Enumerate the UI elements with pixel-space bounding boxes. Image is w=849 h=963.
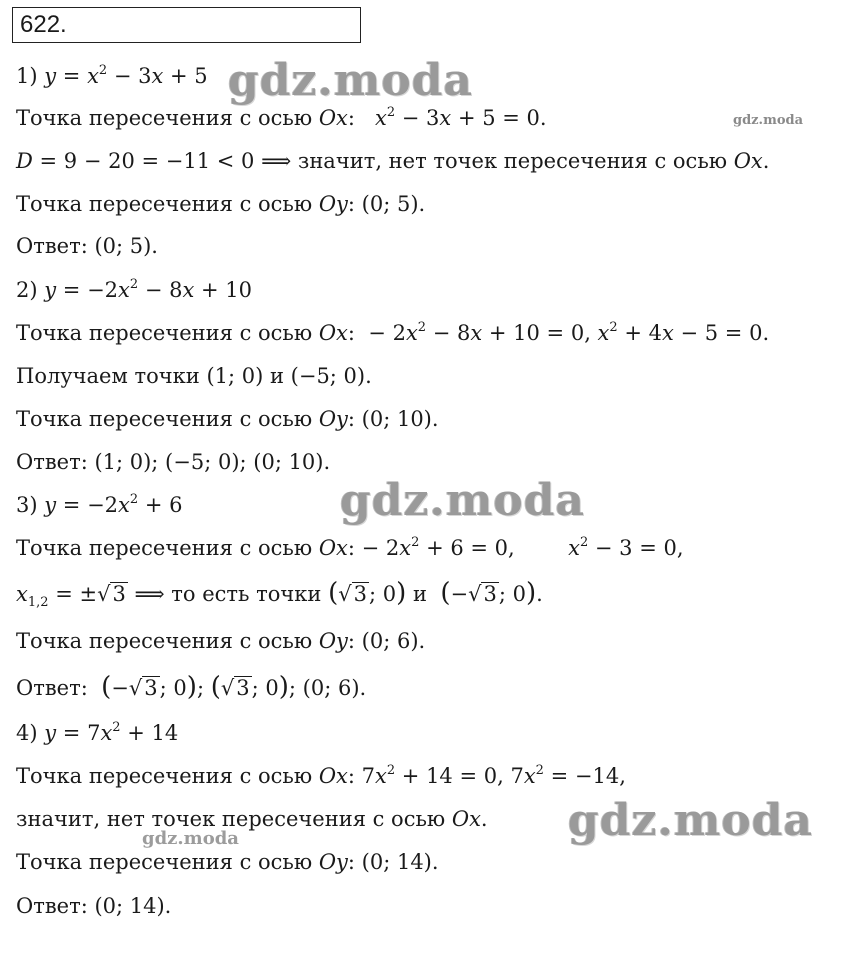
part-4-function: 4) $y = 7x^2 + 14$: [16, 720, 179, 745]
part-2-ox-equation: Точка пересечения с осью Ox: − $2x^2 - 8x + 10 = 0$, $x^2 + 4x - 5 = 0$.: [16, 320, 770, 345]
part-3-oy-point: Точка пересечения с осью Oy: (0; 6).: [16, 629, 426, 653]
part-4-oy-point: Точка пересечения с осью Oy: (0; 14).: [16, 850, 439, 874]
part-1-oy-point: Точка пересечения с осью Oy: (0; 5).: [16, 192, 426, 216]
part-3-ox-equation: Точка пересечения с осью Ox: − $2x^2 + 6 = 0$, $x^2 - 3 = 0$,: [16, 535, 684, 560]
watermark-2: gdz.moda: [733, 113, 804, 128]
part-2-answer: Ответ: (1; 0); (−5; 0); (0; 10).: [16, 450, 331, 474]
part-3-function: 3) $y = -2x^2 + 6$: [16, 492, 183, 517]
problem-number-box: [12, 7, 361, 43]
watermark-1: gdz.moda: [228, 55, 474, 106]
problem-number: 622.: [20, 11, 67, 38]
part-1-discriminant: D = 9 − 20 = −11 < 0 ⟹ значит, нет точек пересечения с осью Ox.: [16, 149, 770, 173]
part-2-function: 2) $y = -2x^2 - 8x + 10$: [16, 277, 252, 302]
part-1-function: 1) $y = x^2 - 3x + 5$: [16, 63, 208, 88]
watermark-4: gdz.moda: [568, 795, 814, 846]
part-4-answer: Ответ: (0; 14).: [16, 894, 172, 918]
part-1-answer: Ответ: (0; 5).: [16, 234, 158, 258]
part-4-no-points: значит, нет точек пересечения с осью Ox.: [16, 807, 488, 831]
watermark-5: gdz.moda: [142, 828, 239, 849]
part-3-roots: $x_{1,2} = \pm√3$ ⟹ то есть точки (√3; 0) и (−√3; 0).: [16, 578, 543, 610]
part-1-ox-equation: Точка пересечения с осью Ox: $x^2 - 3x + 5 = 0$.: [16, 105, 547, 130]
part-2-oy-point: Точка пересечения с осью Oy: (0; 10).: [16, 407, 439, 431]
part-4-ox-equation: Точка пересечения с осью Ox: $7x^2 + 14 = 0$, $7x^2 = -14$,: [16, 763, 626, 788]
part-3-answer: Ответ: (−√3; 0); (√3; 0); (0; 6).: [16, 672, 367, 702]
watermark-3: gdz.moda: [340, 475, 586, 526]
part-2-roots: Получаем точки (1; 0) и (−5; 0).: [16, 364, 372, 388]
